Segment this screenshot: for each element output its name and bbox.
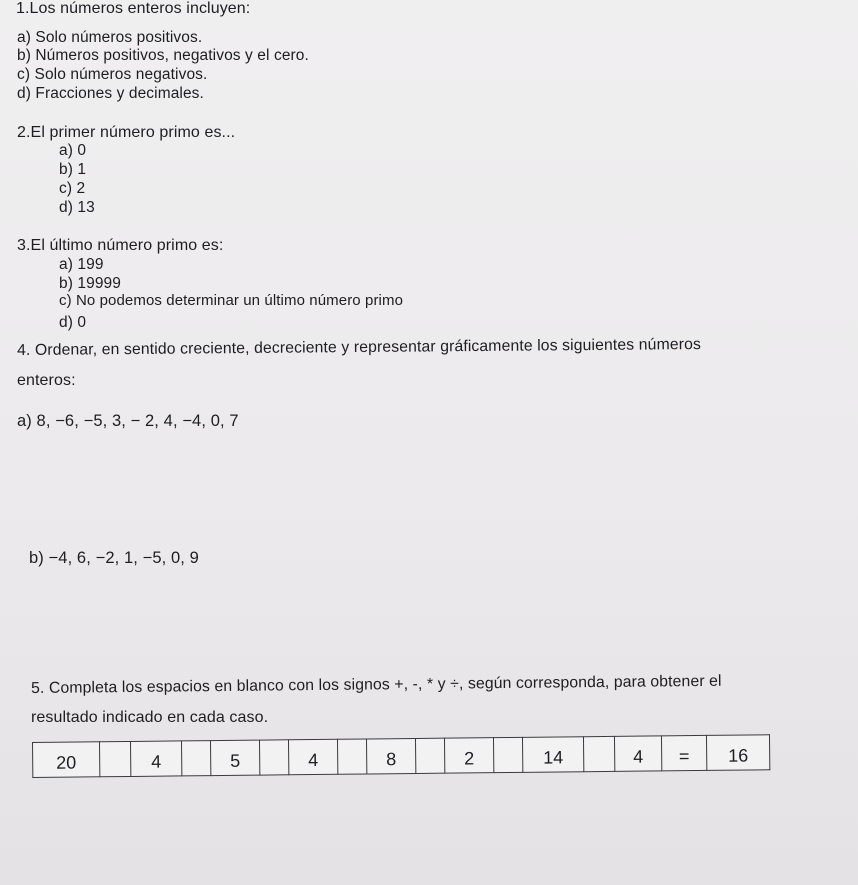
operator-blank-1[interactable] <box>100 741 131 776</box>
operations-row <box>33 735 770 778</box>
operator-blank-2[interactable] <box>181 741 210 776</box>
q4-part-b: b) −4, 6, −2, 1, −5, 0, 9 <box>29 549 199 567</box>
q2-option-b: b) 1 <box>59 161 87 178</box>
operand-7: 14 <box>522 737 583 773</box>
q4-question-line1: 4. Ordenar, en sentido creciente, decreciente y representar gráficamente los siguientes números <box>17 336 701 359</box>
operand-5: 8 <box>366 738 415 774</box>
q4-question-line2: enteros: <box>17 372 76 389</box>
q2-question: 2.El primer número primo es... <box>17 124 236 141</box>
q4-part-a: a) 8, −6, −5, 3, − 2, 4, −4, 0, 7 <box>17 412 239 430</box>
q3-option-d: d) 0 <box>59 314 87 331</box>
q1-question: 1.Los números enteros incluyen: <box>16 0 251 17</box>
q2-option-c: c) 2 <box>59 180 86 197</box>
operand-4: 4 <box>288 739 337 775</box>
q3-option-c: c) No podemos determinar un último número primo <box>59 292 404 309</box>
q3-option-a: a) 199 <box>59 256 104 273</box>
operand-6: 2 <box>444 738 493 774</box>
q1-option-c: c) Solo números negativos. <box>17 66 208 83</box>
operand-1: 20 <box>33 742 100 778</box>
q1-option-a: a) Solo números positivos. <box>17 29 203 46</box>
q2-option-a: a) 0 <box>59 142 87 159</box>
target-result: 16 <box>706 735 769 771</box>
q3-option-b: b) 19999 <box>59 275 121 292</box>
operator-blank-7[interactable] <box>583 736 614 771</box>
operator-blank-3[interactable] <box>259 740 288 775</box>
operations-table <box>32 734 770 778</box>
q2-option-d: d) 13 <box>59 199 95 216</box>
operand-2: 4 <box>130 741 181 777</box>
operator-blank-6[interactable] <box>493 737 522 772</box>
q5-question-line2: resultado indicado en cada caso. <box>31 709 269 726</box>
operator-blank-4[interactable] <box>337 739 366 774</box>
q1-option-b: b) Números positivos, negativos y el cero. <box>17 47 309 64</box>
q3-question: 3.El último número primo es: <box>17 237 224 254</box>
q5-question-line1: 5. Completa los espacios en blanco con los signos +, -, * y ÷, según corresponda, para obtener el <box>31 672 722 697</box>
operand-8: 4 <box>614 736 661 771</box>
operator-blank-5[interactable] <box>415 738 444 773</box>
q1-option-d: d) Fracciones y decimales. <box>17 85 204 102</box>
equals-sign: = <box>661 735 706 770</box>
operand-3: 5 <box>210 740 259 776</box>
